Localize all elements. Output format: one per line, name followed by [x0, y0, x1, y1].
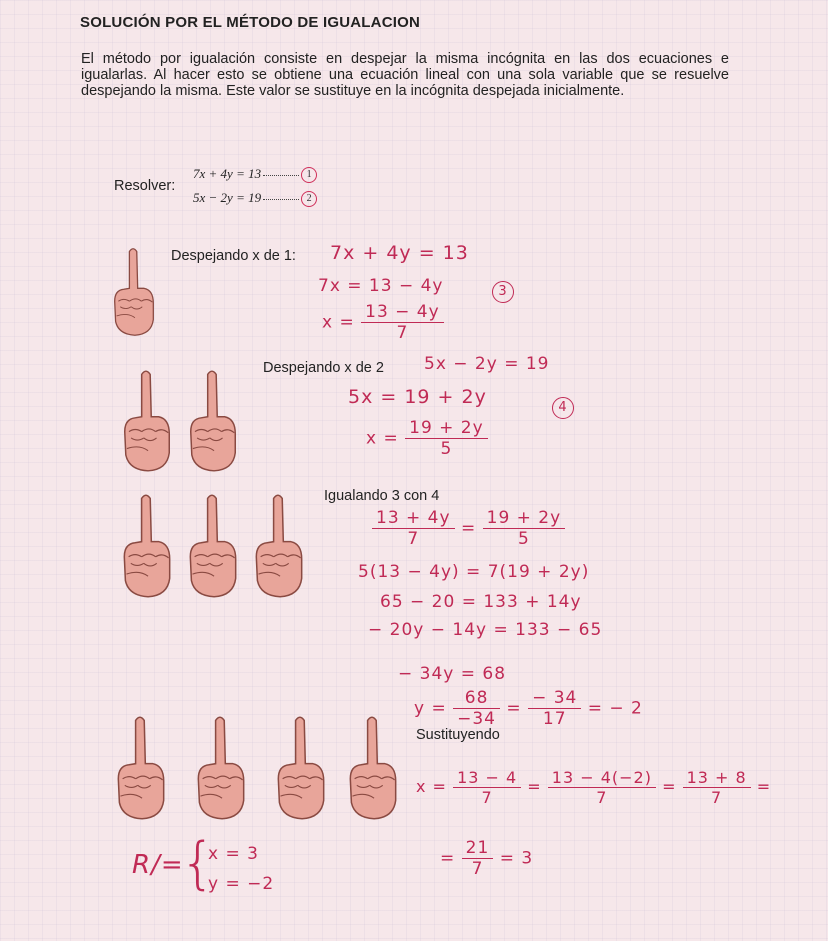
system-eq-1-tag: 1 — [301, 167, 317, 183]
step3-fraction-left-den: 7 — [407, 529, 420, 549]
step3-label: Igualando 3 con 4 — [324, 488, 440, 504]
step3-y-fraction-2-num: − 34 — [528, 688, 581, 709]
step4-fraction-1-den: 7 — [481, 788, 493, 807]
hand-three-1-icon — [120, 492, 174, 600]
step1-line1: 7x + 4y = 13 — [330, 242, 469, 264]
step4-eq1: = — [527, 777, 542, 796]
step1-fraction-den: 7 — [396, 323, 409, 343]
step4-fraction-1 — [453, 768, 521, 807]
step3-line2: 5(13 − 4y) = 7(19 + 2y) — [358, 562, 590, 582]
step4-fraction-4 — [462, 838, 494, 879]
step4-x-lhs: x = — [416, 777, 447, 796]
step2-line3 — [366, 418, 488, 459]
step2-fraction-num: 19 + 2y — [405, 418, 488, 439]
step1-tag-circle: 3 — [492, 281, 514, 303]
step3-y-fraction-den: −34 — [457, 709, 497, 729]
step4-result: = 3 — [499, 848, 534, 869]
step3-fraction-left-num: 13 + 4y — [372, 508, 455, 529]
step4-line1 — [416, 768, 771, 807]
step3-line4: − 20y − 14y = 133 − 65 — [368, 620, 603, 640]
step4-fraction-2-num: 13 − 4(−2) — [548, 768, 656, 788]
hand-two-2-icon — [186, 368, 240, 474]
step1-line3-lhs: x = — [322, 312, 355, 333]
answer-brace: { — [180, 831, 217, 896]
step3-line1 — [372, 508, 565, 549]
step4-fraction-3-den: 7 — [711, 788, 723, 807]
step4-eq4: = — [440, 848, 456, 869]
step3-y-fraction-num: 68 — [453, 688, 500, 709]
answer-prefix: R/= — [132, 850, 184, 880]
step4-fraction-4-num: 21 — [462, 838, 494, 859]
intro-paragraph: El método por igualación consiste en despejar la misma incógnita en las dos ecuaciones e igualarlas. Al hacer esto se obtiene una ecuación lineal con una sola variable que se resuelve despejando la misma. Este valor se sustituye en la incógnita despejada inicialmente. — [81, 51, 729, 99]
step1-tag — [492, 280, 514, 303]
step3-fraction-right-den: 5 — [517, 529, 530, 549]
step4-label: Sustituyendo — [416, 727, 500, 743]
step3-line5: − 34y = 68 — [398, 664, 507, 684]
step3-fraction-right — [483, 508, 566, 549]
answer-x: x = 3 — [208, 844, 259, 864]
step3-line3: 65 − 20 = 133 + 14y — [380, 592, 582, 612]
system-eq-1-text: 7x + 4y = 13 — [193, 166, 262, 181]
step2-fraction — [405, 418, 488, 459]
hand-four-1-icon — [112, 714, 170, 822]
step1-fraction — [361, 302, 444, 343]
step2-tag — [552, 396, 574, 419]
step3-y-fraction-2-den: 17 — [542, 709, 567, 729]
page-title: SOLUCIÓN POR EL MÉTODO DE IGUALACION — [80, 14, 420, 31]
step1-label: Despejando x de 1: — [171, 248, 296, 264]
system-eq-1 — [193, 166, 317, 183]
hand-four-4-icon — [344, 714, 402, 822]
resolver-label: Resolver: — [114, 178, 176, 194]
step3-y-mid: = — [506, 698, 522, 719]
step4-fraction-3-num: 13 + 8 — [683, 768, 751, 788]
step1-line2: 7x = 13 − 4y — [318, 276, 444, 296]
step4-line2 — [440, 838, 533, 879]
hand-three-2-icon — [186, 492, 240, 600]
system-eq-2-tag: 2 — [301, 191, 317, 207]
step2-line1: 5x − 2y = 19 — [424, 354, 550, 374]
system-eq-2-text: 5x − 2y = 19 — [193, 190, 262, 205]
step3-y-lhs: y = — [414, 698, 447, 719]
step2-tag-circle: 4 — [552, 397, 574, 419]
hand-four-3-icon — [272, 714, 330, 822]
answer-y: y = −2 — [208, 874, 275, 894]
step4-fraction-2-den: 7 — [596, 788, 608, 807]
step2-line3-lhs: x = — [366, 428, 399, 449]
step4-fraction-1-num: 13 − 4 — [453, 768, 521, 788]
step1-fraction-num: 13 − 4y — [361, 302, 444, 323]
step4-fraction-2 — [548, 768, 656, 807]
step4-eq3: = — [756, 777, 772, 796]
step3-eq-sign: = — [460, 518, 477, 539]
hand-four-2-icon — [192, 714, 250, 822]
system-eq-2 — [193, 190, 317, 207]
step2-label: Despejando x de 2 — [263, 360, 384, 376]
step3-y-fraction-2 — [528, 688, 581, 729]
step3-y-result: = − 2 — [587, 698, 643, 719]
step3-fraction-left — [372, 508, 455, 549]
step3-y-line — [414, 688, 643, 729]
step4-eq2: = — [662, 777, 677, 796]
hand-one-icon — [108, 246, 160, 338]
step2-line2: 5x = 19 + 2y — [348, 386, 487, 408]
step1-line3 — [322, 302, 444, 343]
hand-three-3-icon — [252, 492, 306, 600]
step3-fraction-right-num: 19 + 2y — [483, 508, 566, 529]
step3-y-fraction — [453, 688, 500, 729]
step2-fraction-den: 5 — [440, 439, 453, 459]
hand-two-1-icon — [120, 368, 174, 474]
step4-fraction-4-den: 7 — [471, 859, 484, 879]
step4-fraction-3 — [683, 768, 751, 807]
